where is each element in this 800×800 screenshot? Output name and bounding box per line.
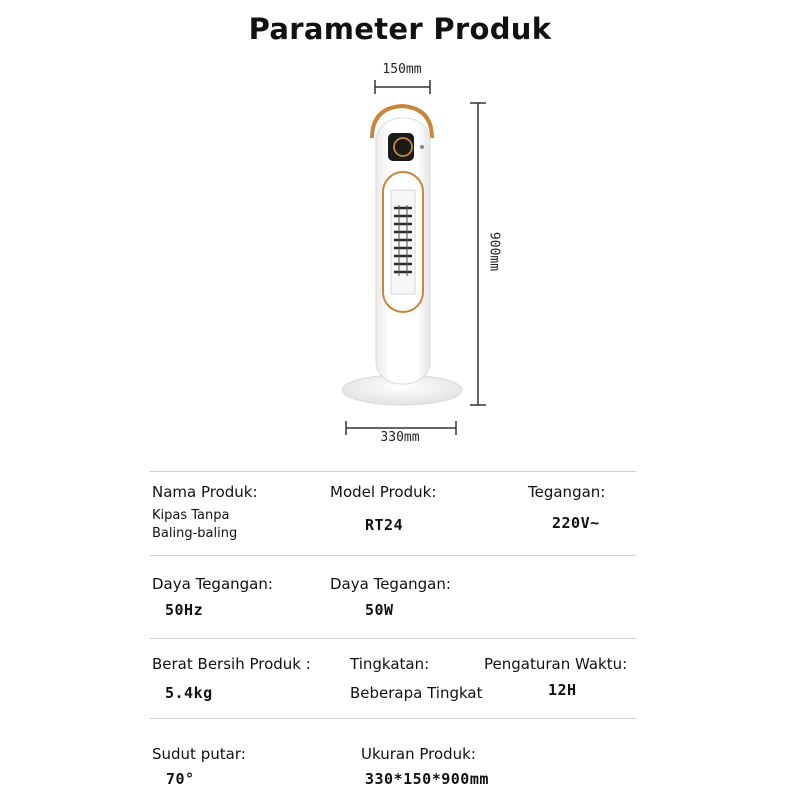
divider: [150, 638, 636, 639]
ukuran-produk-label: Ukuran Produk:: [361, 745, 476, 763]
berat-bersih-value: 5.4kg: [165, 684, 213, 702]
tingkatan-label: Tingkatan:: [350, 655, 430, 673]
daya-tegangan-value-1: 50Hz: [165, 601, 204, 619]
dimension-bottom-label: 330mm: [380, 430, 420, 445]
ukuran-produk-value: 330*150*900mm: [365, 770, 489, 788]
nama-produk-label: Nama Produk:: [152, 483, 258, 501]
pengaturan-waktu-value: 12H: [548, 681, 577, 699]
tegangan-label: Tegangan:: [528, 483, 606, 501]
pengaturan-waktu-label: Pengaturan Waktu:: [484, 655, 628, 673]
tingkatan-value: Beberapa Tingkat: [350, 684, 483, 702]
model-produk-value: RT24: [365, 516, 404, 534]
divider: [150, 555, 636, 556]
dimension-top-label: 150mm: [382, 62, 422, 77]
sudut-putar-value: 70°: [166, 770, 195, 788]
divider: [150, 718, 636, 719]
nama-produk-value-line2: Baling-baling: [152, 526, 238, 541]
dimension-line-side: [470, 103, 486, 405]
daya-tegangan-value-2: 50W: [365, 601, 394, 619]
dimension-side-label: 900mm: [486, 231, 502, 272]
model-produk-label: Model Produk:: [330, 483, 437, 501]
daya-tegangan-label-1: Daya Tegangan:: [152, 575, 273, 593]
page-title: Parameter Produk: [248, 12, 552, 46]
nama-produk-value-line1: Kipas Tanpa: [152, 508, 230, 523]
sudut-putar-label: Sudut putar:: [152, 745, 246, 763]
display-panel: [388, 133, 414, 161]
tegangan-value: 220V~: [552, 514, 600, 532]
berat-bersih-label: Berat Bersih Produk :: [152, 655, 311, 673]
daya-tegangan-label-2: Daya Tegangan:: [330, 575, 451, 593]
divider: [150, 471, 636, 472]
dimension-line-top: [375, 80, 430, 94]
